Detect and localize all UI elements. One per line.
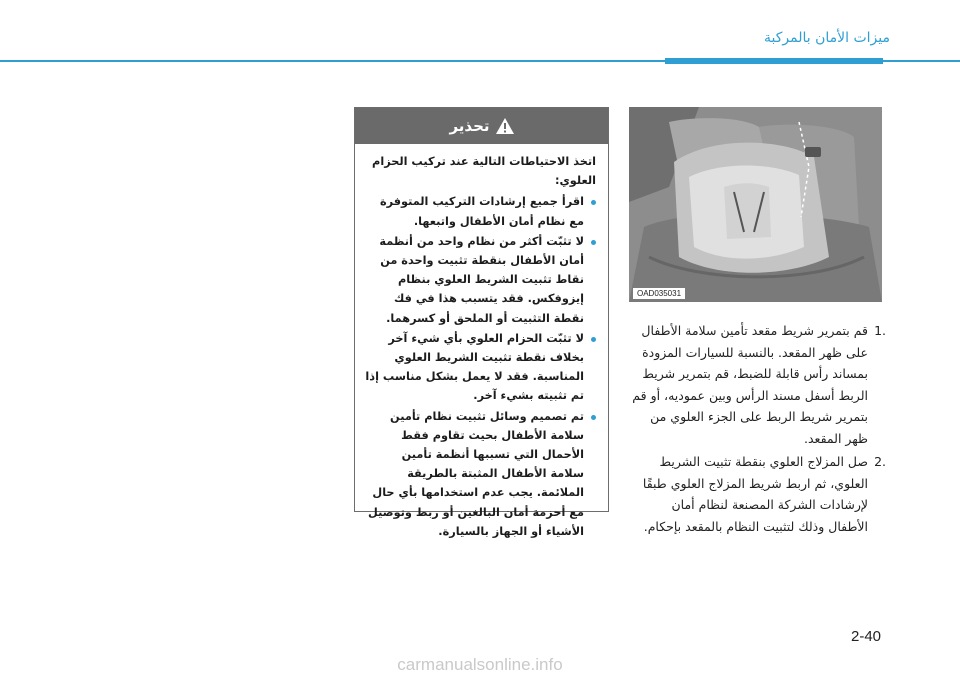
warning-item-text: اقرأ جميع إرشادات التركيب المتوفرة مع نظام أمان الأطفال واتبعها. bbox=[379, 195, 584, 228]
step-item bbox=[629, 451, 886, 537]
watermark: carmanualsonline.info bbox=[397, 655, 563, 674]
warning-intro: اتخذ الاحتياطات التالية عند تركيب الحزام العلوي: bbox=[372, 155, 596, 188]
bullet-icon bbox=[591, 200, 596, 205]
bullet-icon bbox=[591, 337, 596, 342]
figure-code: OAD035031 bbox=[633, 288, 685, 299]
warning-triangle-icon bbox=[496, 118, 514, 134]
child-seat-illustration bbox=[629, 107, 882, 302]
warning-box bbox=[354, 107, 609, 538]
step-item bbox=[629, 320, 886, 449]
warning-item-text: لا تثبّت الحزام العلوي بأي شيء آخر بخلاف نقطة تثبيت الشريط العلوي المناسبة. فقد لا يعمل بشكل مناسب إذا تم تثبيته بشيء آخر. bbox=[365, 331, 584, 403]
step-number: .1 bbox=[874, 323, 886, 338]
warning-item bbox=[365, 192, 596, 230]
step-text: قم بتمرير شريط مقعد تأمين سلامة الأطفال على ظهر المقعد. بالنسبة للسيارات المزودة بمساند رأس قابلة للضبط، قم بتمرير شريط الربط أسفل مسند الرأس وبين عموديه، أو قم بتمرير شريط الربط على الجزء العلوي من ظهر المقعد. bbox=[632, 323, 868, 446]
page-number: 2-40 bbox=[851, 628, 882, 645]
step-number: .2 bbox=[874, 454, 886, 469]
header-rule-accent bbox=[665, 58, 883, 64]
step-text: صل المزلاج العلوي بنقطة تثبيت الشريط العلوي، ثم اربط شريط المزلاج العلوي طبقًا لإرشادات الشركة المصنعة لنظام أمان الأطفال وذلك لتثبيت النظام بالمقعد بإحكام. bbox=[642, 454, 868, 534]
warning-item-text: تم تصميم وسائل تثبيت نظام تأمين سلامة الأطفال بحيث تقاوم فقط الأحمال التي تسببها أنظمة تأمين سلامة الأطفال المثبتة بالطريقة الملائمة. يجب عدم استخدامها بأي حال مع أحزمة أمان البالغين أو ربط وتوصيل الأشياء أو الجهاز بالسيارة. bbox=[367, 409, 584, 538]
warning-item bbox=[365, 329, 596, 406]
installation-steps bbox=[629, 320, 886, 539]
warning-header bbox=[355, 108, 608, 144]
warning-item bbox=[365, 407, 596, 541]
warning-list bbox=[365, 192, 596, 541]
child-seat-photo bbox=[629, 107, 882, 302]
bullet-icon bbox=[591, 415, 596, 420]
warning-body bbox=[355, 144, 608, 541]
section-title: ميزات الأمان بالمركبة bbox=[764, 30, 890, 46]
bullet-icon bbox=[591, 240, 596, 245]
warning-item-text: لا تثبّت أكثر من نظام واحد من أنظمة أمان الأطفال بنقطة تثبيت واحدة من نقاط تثبيت الشريط العلوي بنظام إيزوفكس. فقد يتسبب هذا في فك نقطة التثبيت أو الملحق أو كسرهما. bbox=[379, 234, 584, 325]
warning-title: تحذير bbox=[449, 117, 490, 135]
warning-item bbox=[365, 232, 596, 328]
